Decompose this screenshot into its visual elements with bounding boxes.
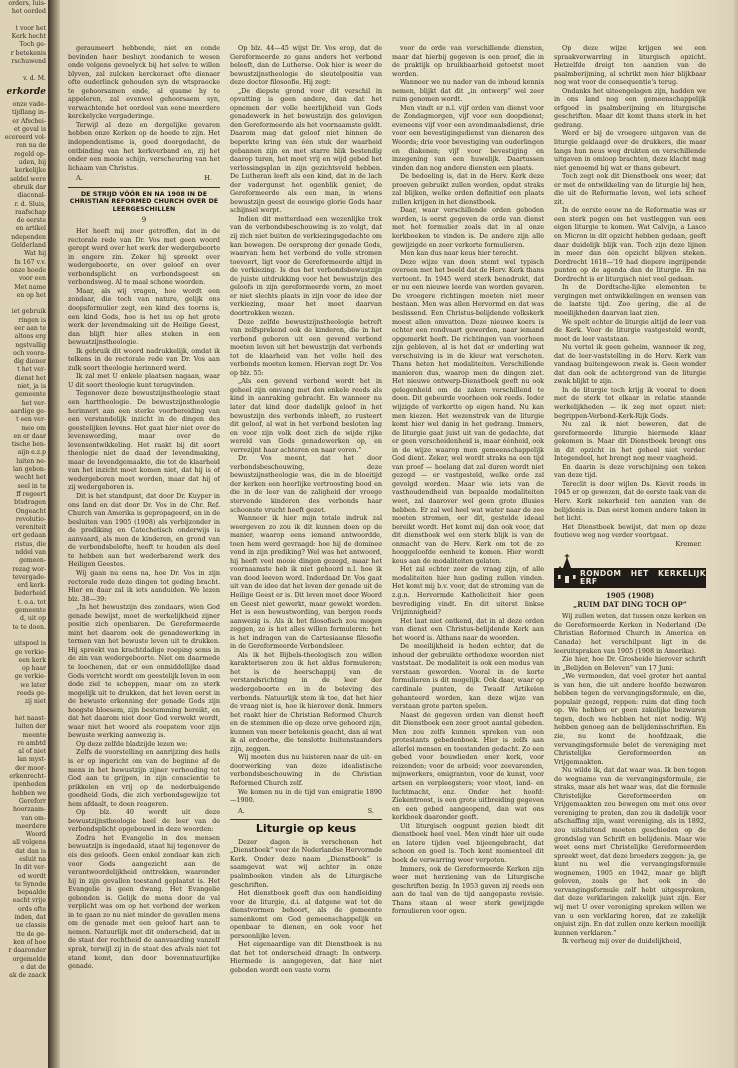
paragraph: Dezer dagen is verschenen het „Dienstboek” voor de Nederlandse Hervormde Kerk. Onder deze naam „Dienstboek” is saamgevat wat wij achter in onze psalmboeken vinden als de Liturgische geschriften.	[230, 837, 382, 889]
fragment-line: all volgens	[12, 839, 46, 847]
paragraph: Het eigenaardige van dit Dienstboek is nu dat het tot onderscheid draagt: In ontwerp. Hiermede is aangegeven, dat hier niet geboden wordt een vaste vorm	[230, 940, 382, 974]
fragment-line: ge verkie-	[14, 673, 46, 681]
fragment-line: we later	[20, 681, 46, 689]
column-2	[230, 44, 382, 1034]
paragraph: Het dienstboek geeft dus een handleiding voor de liturgie, d.i. al datgene wat tot de dienstvormen behoort, als de gemeente samenkomt om God gemeenschappelijk en openbaar te dienen, en ook voor het persoonlijke leven.	[230, 889, 382, 940]
paragraph: Als ik het Bijbels-theologisch zou willen karakteriseren zou ik het aldus formuleren; het is de heerschappij van de verstandsrichting in de leer der wedergeboorte en in de beleving des verbonds. Natuurlijk stem ik toe, dat het hier de vraag niet is, hoe ik hierover denk. Immers het raakt hier de Christian Reformed Church en de stemmen die op deze orve gehoord zijn, kunnen van meer betekenis geacht, dan al wat ik al erdoorhe, die tenslotte buitenstaanders zijn, zeggen.	[230, 650, 382, 753]
fragment-line: en er daar	[13, 432, 46, 440]
fragment-lines-top	[0, 0, 48, 83]
fragment-line: meente	[22, 731, 46, 739]
fragment-line: och voora-	[13, 349, 46, 357]
paragraph: In de eerste eeuw na de Reformatie was er een sterk pogen om het vastleggen van een eigen liturgie te komen. Wat Calvijn, a Lasco en Micron in dit opzicht hebben gedaan, geeft daar duidelijk blijk van. Toch zijn deze lijnen in meer dan één opzicht blijven steken. Dordrecht 1618—'19 had diepere ingrijpende punten op de agenda dan de liturgie. En na Dordrecht is er liturgisch niet veel gedaan.	[554, 206, 706, 283]
fragment-line: Met name	[14, 283, 46, 291]
fragment-line: tte de ge-	[16, 930, 46, 938]
paragraph: Nu vertel ik geen geheim, wanneer ik zeg, dat de leer-vaststelling in de Herv. Kerk van vandaag buitengewoon zwak is. Geen wonder dat dan ook de achtergrond van de liturgie zwak blijkt te zijn.	[554, 343, 706, 386]
fragment-line: het oorded	[11, 8, 46, 16]
fragment-line: et geval is	[13, 125, 46, 133]
fragment-line: Gelderland	[11, 242, 46, 250]
fragment-line: ue classis	[15, 922, 46, 930]
paragraph: Zie hier, hoe Dr. Grosheide hierover schrift in „Belijden en Beleven” van 17 Juni:	[554, 655, 706, 672]
fragment-line: dienst het	[14, 374, 46, 382]
column-4-body	[554, 44, 706, 540]
section-heading-liturgie: Liturgie op keus	[255, 822, 357, 836]
paragraph: Dr. Vos meent, dat het door verbondsbeschouwing, deze bewustzijnstheologie was, die in de bloeitijd der kerken een heerlijke vertroosting bood en die in de leer van de zaligheid der vroege stervende kinderen des verbonds haar schoonste vrucht heeft gezet.	[230, 454, 382, 514]
fragment-line: gemeente	[15, 607, 46, 615]
fragment-line: Woord	[25, 831, 46, 839]
fragment-line: re ambtd	[17, 739, 46, 747]
fragment-line: seldel were	[10, 175, 46, 183]
fragment-line: ipenheden	[13, 781, 46, 789]
paragraph: Deze zelfde bewustzijnstheologie betreft van zelfsprekend ook de kinderen, die in het verbond geboren uit een gevend verbond moeten leven uit het bewustzijn dat verbonds tot de klaarheid van het volle heil des verbonds moeten komen. Hiervan zegt Dr. Vos op blz. 55:	[230, 317, 382, 377]
fragment-line: t. o.a. tot	[17, 598, 46, 606]
fragment-line: altoos erg	[14, 333, 46, 341]
fragment-line: lan myst-	[17, 756, 46, 764]
banner-label: RONDOM HET KERKELIJK ERF	[580, 568, 706, 587]
fragment-line: onze vade-	[12, 100, 46, 108]
paragraph: Toch zegt ook dit Dienstboek ons weer, dat er met de ontwikkeling van de liturgie bij hen, die uit de Reformatie leven, wel iets scheef zit.	[554, 172, 706, 206]
fragment-line: tische ben-	[11, 441, 46, 449]
paragraph: De moeilijkheid is heden echter, dat de inhoud der gebruikte orthodoxe woorden niet vaststaat. De modaliteit is ook een modus van verstaan geworden. Vooral in de korte formulieren is dit mogelijk. Ook daar, waar op cardinale punten, de Twaalf Artikelen gehanteerd worden, kan deze wijze van verstaan grote parten spelen.	[392, 642, 544, 711]
paragraph: Nu zal ik niet beweren, dat de gereformeerde liturgie hiermede klaar gekomen is. Maar dit Dienstboek brengt ons in dit opzicht in het geheel niet verder. Integendeel, het brengt nog meer vaagheid.	[554, 420, 706, 463]
fragment-line: ebruik dar	[13, 183, 46, 191]
column-2-liturgie-body	[230, 838, 382, 975]
fragment-line: luiten ne-	[16, 457, 46, 465]
fragment-line: onze hoede	[10, 266, 46, 274]
fragment-line: esluit na	[19, 855, 46, 863]
fragment-line: nddel van	[15, 549, 46, 556]
paragraph: Zodra het Evangelie in des mensen bewustzijn is ingedaald, staat hij tegenover de eis des geloofs. Geen enkel zondaar kan zich voor Gods aangezicht aan de verantwoordelijkheid onttrekken, waaronder hij in zijn gevallen toestand geplaatst is. Het Evangelie is geen dwang. Het Evangelie gebonden is. Gelijk de mens door de val verplicht was om op het verbond der werken in te gaan zo nu niet minder de gevallen mens om de genade met een geloof hart aan te nemen. Natuurlijk met dit onderscheid, dat in de staat der rechtheid de aanvaarding vanzelf sprak, terwijl zij in de staat des afvals niet tot stand komt, dan door bovennatuurlijke genade.	[68, 833, 220, 971]
paragraph: Zelfs de voorstelling en aanrijzing des heils is er op ingericht om van de beginne af de mens in het bewustzijn zijner verhouding tot God aan te grijpen, in zijn conscientie te prikkelen en vrij op de nederbuigende goedheid Gods, die zich verbondsgewijze tot hem afdaalt, te doen reageren.	[68, 748, 220, 808]
fragment-line: ords ofte	[18, 905, 46, 913]
fragment-line	[0, 300, 48, 308]
fragment-lines-bottom	[0, 101, 48, 980]
fragment-line: hebben we	[11, 789, 46, 797]
page-edge-shadow	[733, 0, 738, 1068]
paragraph: We komen nu in de tijd van emigratie 1890—1900.	[230, 787, 382, 805]
section-banner	[554, 554, 706, 588]
divider	[230, 819, 382, 820]
column-3-body	[392, 44, 544, 916]
fragment-line: r betekenis	[10, 49, 46, 57]
fragment-line	[0, 707, 48, 715]
column-3	[392, 44, 544, 1034]
fragment-line: btsdragen	[14, 499, 46, 507]
column-2-body	[230, 44, 382, 805]
paragraph: Op blz. 40 wordt uit deze bewustzijnstheologie heel de leer van de verbondsplicht opgebouwd in deze woorden:	[68, 808, 220, 834]
paragraph: We spelt echter de liturgie altijd de leer van de Kerk. Voor de liturgie vastgesteld wordt, moet de leer vaststaan.	[554, 317, 706, 343]
paragraph: Het heeft mij zeer getroffen, dat in de rectorale rede van Dr. Vos met geen woord gerept werd over het werk der wedergeboorte in engere zin. Zeker hij spreekt over wedergeboorte, en over geloof en over verbondsplicht en verbondsgeest en verbondsweg. Al te maal schone woorden.	[68, 227, 220, 287]
fragment-line: ngstvallig	[15, 341, 46, 349]
paragraph: „Als een gevend verbond wordt het in geheel zijn omvang met den enkele reeds als kind in aanraking gebracht. En wanneer nu later dat kind door dadelijk geloof in het bewustzijn des verbonds inleeft, zo rusteert dit geloof, al wat in het verbond besloten lag en voor zijn volk doet zich de wijde rijke wereld van Gods genadewerken op, en verrezijnt haar achteren en naar voren.”	[230, 377, 382, 454]
fragment-line: dat dan is	[15, 847, 46, 855]
paragraph: Het laat niet ontkend, dat in al deze orden van dienst een Christus-belijdende Kerk aan het woord is. Althans naar de woorden.	[392, 616, 544, 642]
fragment-line	[0, 66, 48, 74]
fragment-line: uden, bij	[18, 159, 46, 167]
column-4	[554, 44, 706, 1034]
fragment-line: aardige ge-	[10, 407, 46, 415]
paragraph: Op blz. 44—45 wijst Dr. Vos erop, dat de Gereformeerde zo gans anders het verbond beleeft, dan de Lutherse. Ook hier is weer de bewustzijnstheologie de sleutelpositie van deze doctor filosoofie. Hij zegt:	[230, 44, 382, 87]
paragraph: Terwijl al deze en dergelijke gevaren hebben onze Kerken op de hoede te zijn. Het independentisme is, goed doorgedacht, de ontbinding van het kerkverband en, zij het onder een mooie schijn, verscheuring van het lichaam van Christus.	[68, 120, 220, 172]
column-4-erf-body	[554, 612, 706, 945]
paragraph: „In het bewustzijn des zondaars, wien God genade bewijst, moet de werkelijkheid zijner positie zich openbaren. De Gereformeerde mint het daarom ook de genadewerking in termen van het bewuste leven uit te drukken. Hij spreekt van krachtdadige roeping soms in de zin van wedergeboorte. Niet om daarmede te loochenen, dat er een onmiddellijke daad Gods verricht wordt om geestelijk leven in een dode ziel te scheppen, maar om zo sterk mogelijk uit te drukken, dat het leven eerst in de bewuste erkenning der genade Gods zijn hoogste bloesem, zijn bestemming bereikt, en dat het daarom niet door God verwekt wordt, waar niet het woord als roepstem voor zijn bewuste werking aanwezig is.	[68, 603, 220, 740]
fragment-line: iet gebruik	[11, 308, 46, 316]
paragraph: Naast de gegeven orden van dienst heeft dit Dienstboek een zeer groot aantal gebeden. Men zou zelfs kunnen spreken van een protestants gebedenboek. Hier is zelfs aan allerlei mensen en toestanden gedacht. Zo een gebed voor bouwlieden ener kerk, voor reizenden; voor de arbeid; voor zeevarenden, mijnwerkers, emigranten, voor de kunst, voor artsen en verpleegsters; voor vloot, land- en luchtmacht, enz. Onder het hoofd: Ziekentroost, is een grote uitbreiding gegeven en een gebed aangeopend, dan wat ons kerkboek daaronder geeft.	[392, 710, 544, 822]
fragment-line: In dit ver-	[15, 864, 46, 872]
fragment-line: Kerk hecht	[11, 33, 46, 41]
fragment-line: al of niet	[18, 748, 46, 756]
fragment-line: diaconal-	[17, 192, 46, 200]
fragment-line: rschuwend	[11, 58, 46, 66]
fragment-line: mee om	[21, 424, 46, 432]
fragment-line: erkenrecht-	[9, 773, 46, 781]
fragment-line: Ongeacht	[15, 507, 46, 515]
paragraph: En daarin is deze verschijning een teken van deze tijd.	[554, 462, 706, 480]
fragment-line: regeld op-	[14, 150, 46, 158]
fragment-line: bepaalde	[17, 889, 46, 897]
fragment-line: Toch ge-	[19, 41, 46, 49]
fragment-line: het naast-	[14, 714, 46, 722]
fragment-line: t voor het	[15, 24, 46, 32]
fragment-line: Gereforr	[18, 797, 46, 805]
subsection-title: „RUIM DAT DING TOCH OP”	[573, 599, 687, 609]
fragment-line: Wat hij	[24, 250, 46, 258]
paragraph: Maar, als wij vragen, hoe wordt een zondaar, die toch van nature, gelijk ons doopsformulier zegt, een kind des toorns is, een kind Gods, hoe is het nu op het grote werk der levendmaking uit de Heilige Geest, dan blijft hier alles steken in een bewustzijnstheologie.	[68, 286, 220, 347]
paragraph: De bedoeling is, dat in de Herv. Kerk deze proeven gebruikt zullen worden, opdat straks zal blijken, welke orden definitief een plaats zullen krijgen in het dienstboek.	[392, 172, 544, 206]
paragraph: „We vermoeden, dat veel groter het aantal is van hen, die uit andere hoofde bezwaren hebben tegen de vervangingsformule, en die, populair gezegd, reppen: ruim dat ding toch op. We hebben er geen zakelijke bezwaren tegen, doch we hebben het niet nodig. Wij hebben genoeg aan de belijdenisschriften. En zie, nu komt de hoofdzaak, die vervangingsformule belet de vereniging met Christelijke Gereformeerden en Vrijgemaakten.	[554, 672, 706, 766]
fragment-line: wecht het	[15, 474, 46, 482]
fragment-line: ristus, die	[14, 540, 46, 548]
divider	[68, 187, 220, 188]
fragment-line	[0, 17, 48, 25]
fragment-line: gemeente	[15, 391, 46, 399]
fragment-line: luiten der	[15, 723, 46, 731]
fragment-line: en op het	[16, 291, 46, 299]
paragraph: Ik zal met U enkele plaatsen nagaan, waar U dit soort theologie kunt terugvinden.	[68, 372, 220, 389]
paragraph: Ondanks het uiteengelagen zijn, hadden we in ons land nog een gemeenschappelijk erfgoed in psalmberijming en liturgische geschriften. Maar dit komt thans sterk in het gedrang.	[554, 86, 706, 129]
fragment-line: e dat de	[20, 963, 46, 971]
paragraph: Het Dienstboek bewijst, dat men op deze foutieve weg nog verder voortgaat.	[554, 522, 706, 540]
paragraph: Indien dit metterdaad een wezenlijke trek van de verbondsbeschouwing is zo volgt, dat zij zich niet buiten de verkiezingsgedachte om kan bewegen. De oorsprong der genade Gods, waarvan hem het verbond de volle stromen toevoert, ligt voor de Gereformeerde altijd in de verkiezing. Is dus het verbondsbewustzijn de juiste uitdrukking voor het bewustzijn des geloofs in zijn gereformeerde vorm, zo moet er niet slechts plaats in zijn voor de idee der verkiezing, maar het moet daarvan doortrokken wezen.	[230, 214, 382, 317]
paragraph: Het zal echter zeer de vraag zijn, of alle modaliteiten hier hun gading zullen vinden. Het komt mij b.v. voor, dat de stroming van de z.g.n. Hervormde Katholiciteit hier geen bevrediging vindt. En dit uiterst linkse Vrijzinnigheid?	[392, 565, 544, 617]
fragment-line: te te doen.	[12, 623, 46, 631]
paragraph: Daar, waar verschillende orden geboden worden, is eerst gegeven de orde van dienst met het formulier zoals dat in al onze kerkboeken te vinden is. De andere zijn alle gewijzigde en zeer verkorte formulieren.	[392, 206, 544, 249]
column-1-intro	[68, 44, 220, 172]
newspaper-page	[60, 0, 738, 1068]
fragment-line: liederheid	[14, 590, 46, 598]
paragraph: Werd er bij de vroegere uitgaven van de liturgie geklaagd over de drukkers, die maar langs hun neus weg drukten en verschillende uitgaven in omloop brachten, deze klacht mag niet genoemd bij wat er thans gebeurt.	[554, 129, 706, 172]
paragraph: In de liturgie toch krijg ik vooral te doen met de sterk tot elkaar in relatie staande werkelijkheden — ik zeg met opzet niet: begrippen-Verbond-Kerk-Rijk Gods.	[554, 385, 706, 420]
fragment-line: ak de zaack	[9, 972, 46, 980]
paragraph: geraumeert hebbende, niet en conde bevinden haer besluyt zoodanich te wesen onde volgens gevoelyck bij het selve te willen blyven, zal zulcken kerckeraet ofte dienaer ofte ouderlinck gehouden syn de wtspraecke te gehoorsamen ende, al quame hy te appeleren, zal evenwel gehoorsaem syn, verwachtende het oordeel van eene meerdere kerckelycke vergaderinge.	[68, 44, 220, 121]
fragment-line: d, uit op	[20, 615, 46, 623]
fragment-heading: erkorde	[6, 86, 46, 97]
paragraph: Dit is het standpunt, dat door Dr. Kuyper in ons land en dat door Dr. Vos in de Chr. Ref. Church van Amerika is gepropageerd, en in de besluiten van 1905 (1908) als verbijzonder in de prediking en Catechetisch onderwijs is aanvaard, als men de kinderen, en grond van de verbondsbelofte, heeft te houden als deel te hebben aan het wederbarend werk des Heiligen Geestes.	[68, 492, 220, 569]
left-page-fragment	[0, 0, 48, 1068]
fragment-line: hoorzaam-	[13, 806, 46, 814]
fragment-line: zij niet	[24, 698, 46, 706]
fragment-line: seel in te	[17, 482, 46, 490]
fragment-line: te Synode	[14, 880, 46, 888]
fragment-line: erd kerk-	[17, 582, 46, 590]
fragment-line: niet, ja is	[17, 383, 46, 391]
signature-1	[68, 172, 220, 183]
subsection-year: 1905 (1908)	[605, 591, 655, 601]
fragment-line: een kerk	[18, 656, 46, 664]
fragment-line: orders, luis-	[8, 0, 46, 7]
fragment-line: het ver-	[21, 399, 46, 407]
fragment-line: t het ver-	[17, 366, 46, 374]
fragment-line: r daaronder	[8, 947, 46, 955]
fragment-line: orgemelde	[12, 955, 46, 963]
fragment-line: ndependen	[11, 233, 46, 241]
paragraph: Wanneer we nu nader van de inhoud kennis nemen, blijkt dat dit „in ontwerp” wel zeer ruim genomen wordt.	[392, 78, 544, 104]
paragraph: Immers, ook de Gereformeerde Kerken zijn weer met herziening van de Liturgische geschriften bezig. In 1953 gaven zij reeds een aan de taal van de tijd aangepaste revisie. Thans staan al weer sterk gewijzigde formulieren voor ogen.	[392, 864, 544, 916]
fragment-line: der moor-	[15, 764, 46, 772]
fragment-line: meerdere	[15, 822, 46, 830]
article-number: 9	[141, 215, 147, 224]
paragraph: Wij moeten dus nu luisteren naar de uit- en doorwerking van deze idealistische verbondsbeschouwing in de Christian Reformed Church zelf.	[230, 753, 382, 788]
fragment-line: ert gedaan	[11, 532, 46, 540]
fragment-line: van om-	[21, 814, 46, 822]
fragment-line: kerkelijke	[14, 167, 46, 175]
signature-2-right: S.	[367, 806, 374, 815]
fragment-line: raafschap	[15, 208, 46, 216]
paragraph: Wij zullen weten, dat tussen onze kerken en de Gereformeerde Kerken in Nederland (De Christian Reformed Church in America en Canada) het verschilpunt ligt in de leeruitspraken van 1905 (1908 in Amerika).	[554, 612, 706, 655]
paragraph: Wij gaan nu eens na, hoe Dr. Vos in zijn rectorale rede deze dingen tot geding bracht. Hier en daar zal ik iets aanduiden. We lezen blz. 38—39:	[68, 568, 220, 603]
signature-2-left: A.	[238, 806, 245, 815]
fragment-line	[0, 632, 48, 640]
fragment-line: v. d. M.	[23, 74, 46, 82]
fragment-line: vereniteit	[15, 524, 46, 532]
paragraph: Tereclit is door wijlen Ds. Kievit reeds in 1945 er op gewezen, dat de eerste taak van de Herv. Kerk zekerheid ten aanzien van de belijdenis is. Dan eerst komen andere taken in het licht.	[554, 479, 706, 523]
book-gutter	[48, 0, 60, 1068]
paragraph: Tegenover deze bewustzijnstheologie staat een harttheologie. De bewustzijnstheologie herinnert aan een sterke voorbereiding van een verstandelijk inzicht in de dingen des geestelijken levens. Het gaat hier niet over de levenswording, maar over de levensontwikkeling. Het raakt bij dit soort theologie niet de daad der levendmaking, maar de levendgemaakte, die tot de klaarheid van het inzicht moet komen niet, dat hij is of wedergeboren moet worden, maar dat hij of zij wedergeboren is.	[68, 389, 220, 492]
fragment-line: aijn e.z.p	[17, 449, 46, 457]
paragraph: Nu wilde ik, dat dat waar was. Ik ben tegen de wegname van de vervangingsformule, zie straks, maar als het waar was, dat die formule Christelijke Gereformeerden en Vrijgemaakten zou bewegen om met ons over vereniging te praten, dan zou ik dadelijk voor afschaffing zijn, want vereniging, als in 1892, zou uitsluitend moeten geschieden op de grondslag van Schrift en belijdenis. Maar wie weet eens met Christelijke Gereformeerden spreekt weet, dat deze broeders zeggen: ja, ge kunt nu wel die vervangingsformule wegnemen, 1905 en 1942, maar ge blijft geloven, zoals ge het ook in de vervangingsformule zelf hebt uitgesproken, dat deze verklaringen zakelijk juist zijn. Eer wij met U over vereniging spreken willen we van u een verklaring horen, dat ze zakelijk onjuist zijn. En dat zullen onze kerken moeilijk kunnen verklaren.”	[554, 766, 706, 937]
article-title: DE STRIJD VÓÓR EN NA 1908 IN DE CHRISTIAN REFORMED CHURCH OVER DE LEERGESCHILLEN	[69, 190, 219, 213]
fragment-line: voor een	[18, 275, 46, 283]
paragraph: In de Dordtsche-lijke elementen te vergingen met ontwikkelingen en wensen van de laatste tijd. Zoo gering, die al de moeilijkheden daarvan laat zien.	[554, 283, 706, 317]
paragraph: Men kan dus naar keus hier terecht.	[400, 249, 519, 258]
fragment-line: er Afschei-	[12, 117, 46, 125]
fragment-line: tijdlang in-	[12, 109, 46, 117]
fragment-line: r. d. Sluis,	[14, 200, 46, 208]
fragment-line: In 167 v.v.	[14, 258, 46, 266]
paragraph: Wanneer ik hier mijn totale indruk zal weergeven zo zou ik dit kunnen doen op de manier, waarop eens iemand antwoordde, toen hem werd gevraagd: hoe hij de dominee vond in zijn prediking? Wel was het antwoord, hij heeft veel mooie dingen gezegd, maar het voornaamste heb ik niet gehoord n.l. hoe ik van dood leeven word. Inderdaad Dr. Vos gaat uit van de idee dat het leven der genade uit de Heilige Geest er is. Dit leven moet door Woord en Geest niet gewerkt, maar gewekt worden. Het is een bewustwording, van bergen reeds aanwezig is. Als ik het filosofisch zou mogen zeggen, zo is het alles willen formuleren: het is het indragen van de Cartesiaanse filosofie in de Gereformeerde Verbondsleer.	[230, 514, 382, 651]
column-1-body	[68, 227, 220, 971]
paragraph: Deze wijze van doen stemt wel typisch overeen met het beeld dat de Herv. Kerk thans vertoont. In 1945 werd sterk benadrukt, dat er nu een nieuwe leerde van worden gevaren. De vroegere richtingen moeten niet meer bestaan. Men was allen Hervormd en dat was beslissend. Een Christus-belijdende volkskerk moest allen omvatten. Deze nieuwe koers is echter een rondvaart geworden, naar iemand opgemerkt heeft. De richtingen van voorheen zijn gebleven, al is het dat er onderling wat verschuiving is in de kleur wat verschoten. Thans heten het modaliteiten. Verschillende manieren dus, waarop men de dingen ziet. Het nieuwe ontwerp-Dienstboek geeft nu ook gelegenheid om de zaken verschillend te doen. Dit gebeurde voorheen ook reeds. Ieder wijzigde of verkortte op eigen hand. Nu kan men kiezen. Het wezenstrek van de liturgie komt hier wel danig in het gedrang. Immers, de liturgie gaat juist uit van de gedachte, dat er geen verscheidenheid is, maar éénheid, ook in de wijze waarop men gemeenschappelijk God dient. Zeker, wel wordt straks na een tijd van proef — hoelang dat zal duren wordt niet gezegd — er vastgesteld, welke orde zal gevolgd worden. Maar wie iets van de vasthoudendheid van bepaalde modaliteiten weet, zal daarover wel geen grote illusies hebben. Er zal wel heel wat water naar de zee moeten stromen, eer dit, gestelde ideaal bereikt wordt. Het komt mij dan ook voor, dat dit dienstboek wel een sterk blijk is van de onmacht van de Herv. Kerk om tot de zo hooggeloofde eenheid te komen. Hier wordt keus aan de modaliteiten gelaten.	[392, 257, 544, 565]
fragment-line: ren na de	[16, 142, 46, 150]
signature-2	[230, 805, 382, 816]
signature-kremer: Kremer.	[675, 539, 702, 548]
fragment-line: ken of hoe	[13, 938, 46, 946]
fragment-line: ringen is	[18, 316, 46, 324]
paragraph: Men vindt er n.l. vijf orden van dienst voor de Zondagmorgen, vijf voor een doopdienst; eveneens vijf voor een avondmaalsdienst, drie voor een bevestigingsdienst van dienaren des Woords; drie voor bevestiging van ouderlingen en diakenen; vijf voor bevestiging en inzegening van een huwelijk. Daartussen vinden dan nog andere diensten een plaats.	[392, 103, 544, 172]
paragraph: Ik gebruik dit woord nadrukkelijk, omdat ik telkens in de rectorale rede van Dr. Vos aan zulk soort theologie herinnerd werd.	[68, 346, 220, 372]
paragraph: Uit liturgisch oogpunt gezien biedt dit dienstboek heel veel. Men vindt hier uit oude en latere tijden veel bijeengebracht, dat schoon en goed is. Toch kent momenteel dit boek de verwarring weer verpoten.	[392, 821, 544, 864]
fragment-line: rezag wor-	[12, 565, 46, 573]
paragraph: Op deze wijze krijgen we een spraakverwarring in liturgisch opzicht. Hetzelfde dreigt ten aanzien van de psalmberijming, al schrikt men hier blijkbaar nog wat voor de consequentie's terug.	[554, 44, 706, 87]
fragment-line: ff regeert	[16, 490, 46, 498]
fragment-line: lan gebon-	[12, 466, 46, 474]
signature-1-right: H.	[204, 174, 212, 183]
fragment-line: dig diener	[13, 358, 46, 366]
column-1	[68, 44, 220, 1034]
fragment-line: op haar	[22, 665, 46, 673]
fragment-line: ecereerd vol-	[4, 134, 46, 142]
fragment-line: inden, dat	[14, 914, 46, 922]
church-icon	[554, 554, 580, 588]
fragment-line: de eerste	[16, 217, 46, 225]
fragment-line: uitspoel is	[13, 640, 46, 648]
fragment-line: eacht vrije	[12, 897, 46, 905]
paragraph: Op deze zelfde bladzijde lezen we:	[76, 739, 188, 748]
fragment-line: reeds ge-	[16, 690, 46, 698]
signature-1-left: A.	[76, 174, 83, 183]
fragment-line: tevergade-	[12, 573, 46, 581]
fragment-line: revolutio-	[15, 515, 46, 523]
paragraph: Ik verheug mij over de duidelijkheid,	[562, 937, 682, 946]
paragraph: „De diepste grond voor dit verschil in opvatting is geen andere, dan dat het opnemen der volle heerlijkheid van Gods genadewerk in het bewustzijn des gelovigen den Gereformeerde als het voornaamste geldt. Daarom mag dat geloof niet binnen de beperkte kring van één stuk der waarheid gebannen zijn en met starre blik bestendig daarop turen, het moet vrij en wijd gebed het verlossingsplan in zijn gezichtsveld hebben. De Lutheran leeft als een kind, dat in de lach der vadergunst het ogenblik geniet, de Gereformeerde als een man, in wiens bewustzijn geest de eeuwige glorie Gods haar schijnsel werpt.	[230, 86, 382, 215]
fragment-line: gemeen-	[19, 557, 46, 565]
fragment-line: ed wordt	[17, 872, 46, 880]
fragment-line: ge verkie-	[14, 648, 46, 656]
paragraph: voor de orde van verschillende diensten, maar dat hierbij gegeven is een proef, die in de praktijk op bruikbaarheid getoetst moet worden.	[392, 44, 544, 78]
fragment-line: t een ver-	[16, 416, 46, 424]
fragment-line: en artikel	[15, 225, 46, 233]
fragment-line: eer aan te	[14, 324, 46, 332]
